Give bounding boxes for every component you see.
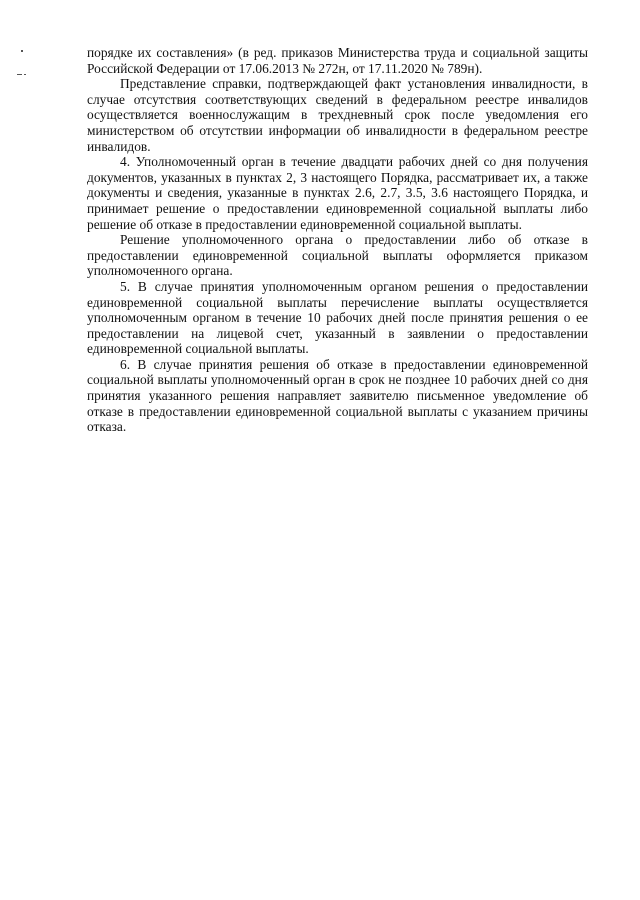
paragraph-continuation: порядке их составления» (в ред. приказов Министерства труда и социальной защиты Российской Федерации от 17.06.2013 № 272н, от 17.11.2020 № 789н).	[87, 45, 588, 76]
paragraph-item-6: 6. В случае принятия решения об отказе в предоставлении единовременной социальной выплаты уполномоченный орган в срок не позднее 10 рабочих дней со дня принятия указанного решения направляет заявителю письменное уведомление об отказе в предоставлении единовременной социальной выплаты с указанием причины отказа.	[87, 356, 588, 435]
paragraph-disability-certificate: Представление справки, подтверждающей факт установления инвалидности, в случае отсутствия соответствующих сведений в федеральном реестре инвалидов осуществляется военнослужащим в трехдневный срок после уведомления его министерством об отсутствии информации об инвалидности в федеральном реестре инвалидов.	[87, 76, 588, 154]
document-body	[87, 45, 588, 435]
scan-mark-dot	[24, 74, 26, 75]
paragraph-item-4: 4. Уполномоченный орган в течение двадцати рабочих дней со дня получения документов, указанных в пунктах 2, 3 настоящего Порядка, рассматривает их, а также документы и сведения, указанные в пунктах 2.6, 2.7, 3.5, 3.6 настоящего Порядка, и принимает решение о предоставлении единовременной социальной выплаты либо решение об отказе в предоставлении единовременной социальной выплаты.	[87, 154, 588, 232]
scan-mark-dot	[21, 50, 23, 52]
paragraph-decision-order: Решение уполномоченного органа о предоставлении либо об отказе в предоставлении единовременной социальной выплаты оформляется приказом уполномоченного органа.	[87, 232, 588, 279]
scan-mark-dash	[17, 74, 22, 75]
paragraph-item-5: 5. В случае принятия уполномоченным органом решения о предоставлении единовременной социальной выплаты перечисление выплаты осуществляется уполномоченным органом в течение 10 рабочих дней после принятия решения о ее предоставлении на лицевой счет, указанный в заявлении о предоставлении единовременной социальной выплаты.	[87, 278, 588, 357]
